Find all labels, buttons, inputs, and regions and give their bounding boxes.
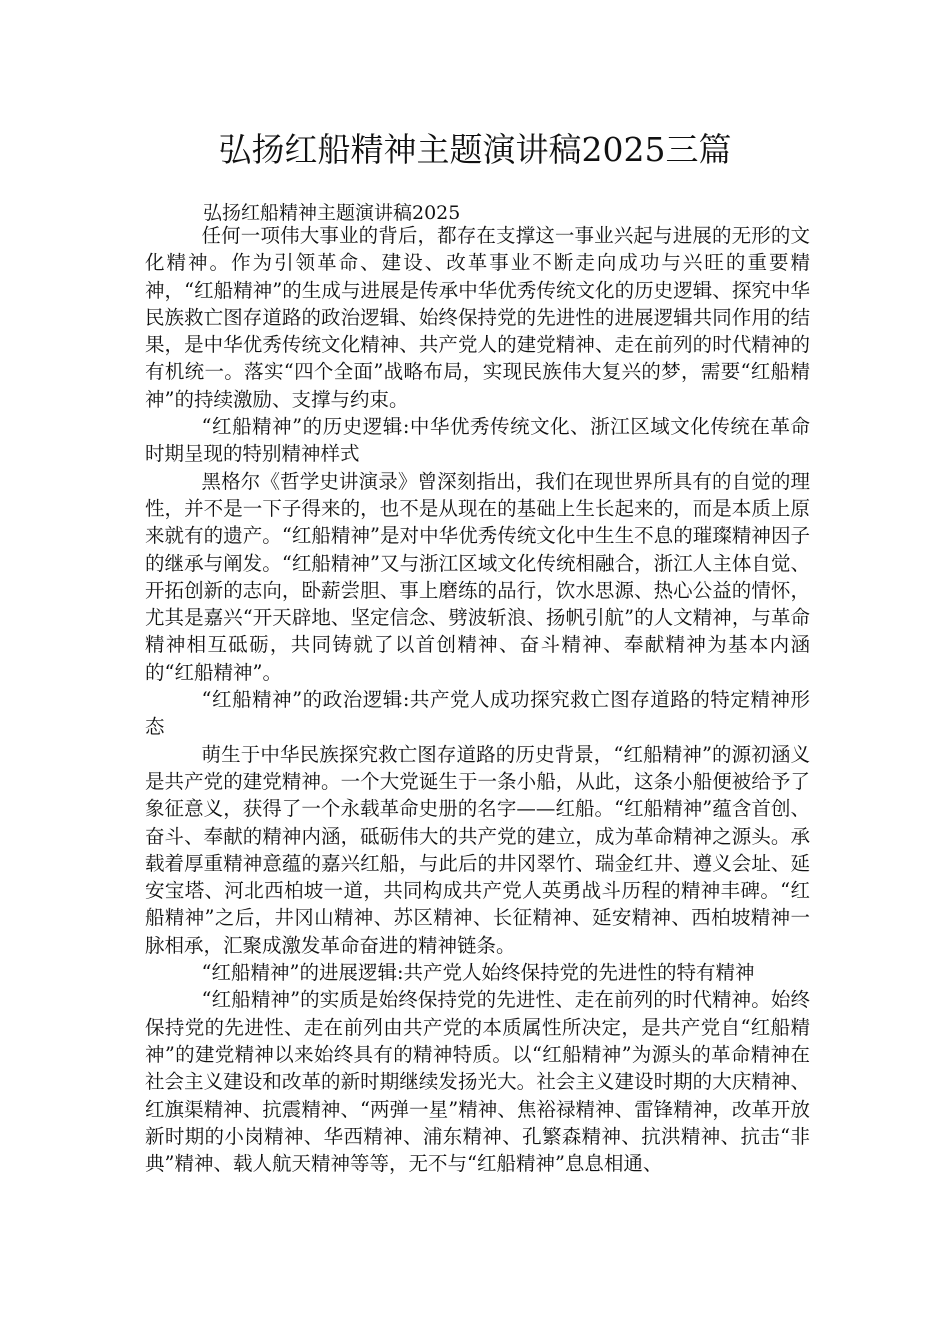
- section-heading: “红船精神”的进展逻辑:共产党人始终保持党的先进性的特有精神: [201, 961, 755, 985]
- paragraph: 任何一项伟大事业的背后，都存在支撑这一事业兴起与进展的无形的文化精神。作为引领革命、建设、改革事业不断走向成功与兴旺的重要精神，“红船精神”的生成与进展是传承中华优秀传统文化的历史逻辑、探究中华民族救亡图存道路的政治逻辑、始终保持党的先进性的进展逻辑共同作用的结果，是中华优秀传统文化精神、共产党人的建党精神、走在前列的时代精神的有机统一。落实“四个全面”战略布局，实现民族伟大复兴的梦，需要“红船精神”的持续激励、支撑与约束。: [145, 224, 810, 411]
- paragraph: “红船精神”的实质是始终保持党的先进性、走在前列的时代精神。始终保持党的先进性、走在前列由共产党的本质属性所决定，是共产党自“红船精神”的建党精神以来始终具有的精神特质。以“红船精神”为源头的革命精神在社会主义建设和改革的新时期继续发扬光大。社会主义建设时期的大庆精神、红旗渠精神、抗震精神、“两弹一星”精神、焦裕禄精神、雷锋精神，改革开放新时期的小岗精神、华西精神、浦东精神、孔繁森精神、抗洪精神、抗击“非典”精神、载人航天精神等等，无不与“红船精神”息息相通、: [145, 988, 810, 1176]
- document-subtitle: 弘扬红船精神主题演讲稿2025: [203, 202, 461, 224]
- section-heading: “红船精神”的历史逻辑:中华优秀传统文化、浙江区域文化传统在革命时期呈现的特别精神样式: [145, 415, 810, 466]
- document-body: [145, 222, 810, 1177]
- paragraph: 萌生于中华民族探究救亡图存道路的历史背景，“红船精神”的源初涵义是共产党的建党精神。一个大党诞生于一条小船，从此，这条小船便被给予了象征意义，获得了一个永载革命史册的名字——红船。“红船精神”蕴含首创、奋斗、奉献的精神内涵，砥砺伟大的共产党的建立，成为革命精神之源头。承载着厚重精神意蕴的嘉兴红船，与此后的井冈翠竹、瑞金红井、遵义会址、延安宝塔、河北西柏坡一道，共同构成共产党人英勇战斗历程的精神丰碑。“红船精神”之后，井冈山精神、苏区精神、长征精神、延安精神、西柏坡精神一脉相承，汇聚成激发革命奋进的精神链条。: [145, 742, 810, 957]
- section-heading: “红船精神”的政治逻辑:共产党人成功探究救亡图存道路的特定精神形态: [145, 688, 810, 739]
- paragraph: 黑格尔《哲学史讲演录》曾深刻指出，我们在现世界所具有的自觉的理性，并不是一下子得来的，也不是从现在的基础上生长起来的，而是本质上原来就有的遗产。“红船精神”是对中华优秀传统文化中生生不息的璀璨精神因子的继承与阐发。“红船精神”又与浙江区域文化传统相融合，浙江人主体自觉、开拓创新的志向，卧薪尝胆、事上磨练的品行，饮水思源、热心公益的情怀，尤其是嘉兴“开天辟地、坚定信念、劈波斩浪、扬帆引航”的人文精神，与革命精神相互砥砺，共同铸就了以首创精神、奋斗精神、奉献精神为基本内涵的“红船精神”。: [145, 469, 810, 684]
- document-title: 弘扬红船精神主题演讲稿2025三篇: [218, 130, 732, 169]
